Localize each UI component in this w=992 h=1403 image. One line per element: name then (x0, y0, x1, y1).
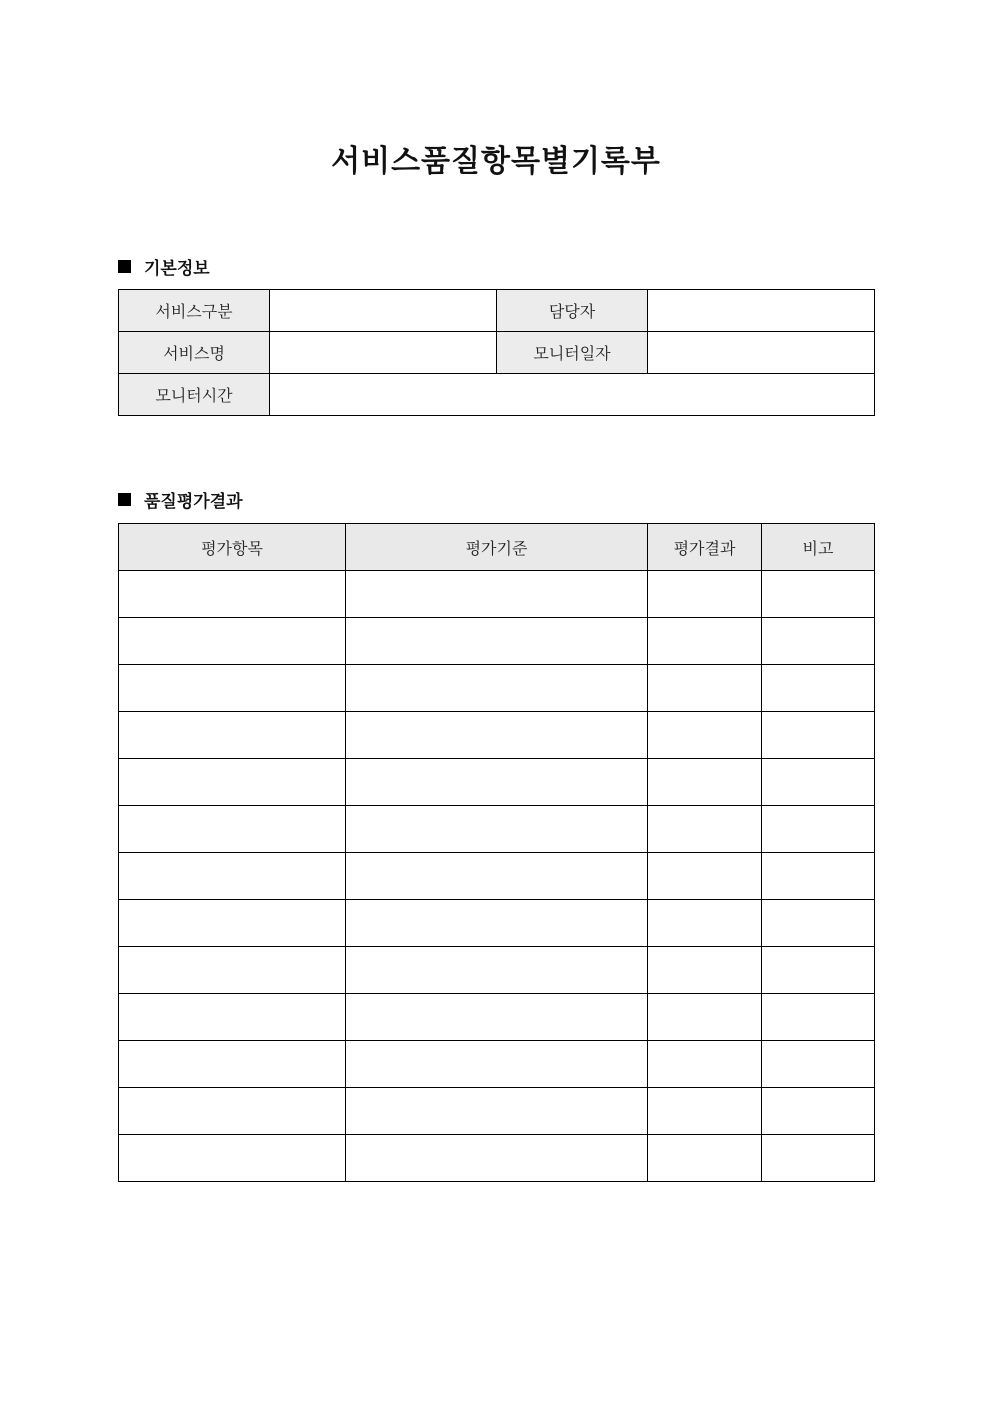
table-row (119, 374, 875, 416)
column-header-remarks: 비고 (762, 524, 875, 571)
table-row (119, 759, 875, 806)
cell-remarks[interactable] (762, 853, 875, 900)
label-manager: 담당자 (497, 290, 648, 332)
table-row (119, 1135, 875, 1182)
cell-eval-result[interactable] (648, 1135, 762, 1182)
field-manager[interactable] (648, 290, 875, 332)
cell-eval-item[interactable] (119, 571, 346, 618)
basic-info-table (118, 289, 875, 416)
cell-eval-result[interactable] (648, 947, 762, 994)
cell-eval-item[interactable] (119, 853, 346, 900)
cell-remarks[interactable] (762, 947, 875, 994)
cell-remarks[interactable] (762, 1041, 875, 1088)
cell-eval-item[interactable] (119, 712, 346, 759)
table-row (119, 947, 875, 994)
table-row (119, 853, 875, 900)
label-service-category: 서비스구분 (119, 290, 270, 332)
label-monitor-date: 모니터일자 (497, 332, 648, 374)
cell-eval-result[interactable] (648, 994, 762, 1041)
cell-remarks[interactable] (762, 1135, 875, 1182)
table-row (119, 618, 875, 665)
field-service-name[interactable] (270, 332, 497, 374)
table-header-row (119, 524, 875, 571)
section-title: 기본정보 (144, 259, 210, 279)
cell-eval-result[interactable] (648, 665, 762, 712)
cell-eval-result[interactable] (648, 853, 762, 900)
cell-eval-criteria[interactable] (346, 571, 648, 618)
cell-eval-result[interactable] (648, 1041, 762, 1088)
cell-eval-criteria[interactable] (346, 806, 648, 853)
field-service-category[interactable] (270, 290, 497, 332)
table-row (119, 1041, 875, 1088)
cell-eval-result[interactable] (648, 712, 762, 759)
field-monitor-time[interactable] (270, 374, 875, 416)
cell-eval-item[interactable] (119, 947, 346, 994)
table-row (119, 332, 875, 374)
cell-eval-item[interactable] (119, 806, 346, 853)
cell-remarks[interactable] (762, 1088, 875, 1135)
cell-remarks[interactable] (762, 994, 875, 1041)
cell-remarks[interactable] (762, 900, 875, 947)
table-row (119, 571, 875, 618)
column-header-eval-item: 평가항목 (119, 524, 346, 571)
cell-eval-item[interactable] (119, 900, 346, 947)
cell-eval-criteria[interactable] (346, 665, 648, 712)
cell-eval-criteria[interactable] (346, 759, 648, 806)
cell-eval-result[interactable] (648, 759, 762, 806)
cell-eval-result[interactable] (648, 1088, 762, 1135)
cell-eval-criteria[interactable] (346, 618, 648, 665)
cell-eval-item[interactable] (119, 994, 346, 1041)
cell-eval-criteria[interactable] (346, 1135, 648, 1182)
section-basic-info-heading (118, 254, 210, 279)
cell-eval-criteria[interactable] (346, 712, 648, 759)
label-service-name: 서비스명 (119, 332, 270, 374)
table-row (119, 994, 875, 1041)
table-row (119, 712, 875, 759)
cell-remarks[interactable] (762, 618, 875, 665)
cell-remarks[interactable] (762, 759, 875, 806)
label-monitor-time: 모니터시간 (119, 374, 270, 416)
table-row (119, 1088, 875, 1135)
table-row (119, 900, 875, 947)
cell-eval-item[interactable] (119, 665, 346, 712)
cell-eval-item[interactable] (119, 618, 346, 665)
cell-eval-result[interactable] (648, 806, 762, 853)
column-header-eval-result: 평가결과 (648, 524, 762, 571)
section-quality-eval-heading (118, 487, 243, 512)
cell-eval-result[interactable] (648, 571, 762, 618)
cell-eval-criteria[interactable] (346, 947, 648, 994)
cell-remarks[interactable] (762, 712, 875, 759)
cell-remarks[interactable] (762, 665, 875, 712)
field-monitor-date[interactable] (648, 332, 875, 374)
cell-eval-item[interactable] (119, 759, 346, 806)
square-bullet-icon (118, 493, 131, 506)
cell-eval-result[interactable] (648, 618, 762, 665)
cell-eval-item[interactable] (119, 1088, 346, 1135)
cell-eval-criteria[interactable] (346, 1041, 648, 1088)
cell-eval-item[interactable] (119, 1041, 346, 1088)
table-row (119, 665, 875, 712)
cell-remarks[interactable] (762, 806, 875, 853)
square-bullet-icon (118, 260, 131, 273)
cell-eval-criteria[interactable] (346, 1088, 648, 1135)
cell-eval-criteria[interactable] (346, 994, 648, 1041)
document-title: 서비스품질항목별기록부 (331, 144, 661, 179)
cell-remarks[interactable] (762, 571, 875, 618)
cell-eval-criteria[interactable] (346, 853, 648, 900)
table-row (119, 290, 875, 332)
cell-eval-item[interactable] (119, 1135, 346, 1182)
cell-eval-criteria[interactable] (346, 900, 648, 947)
table-row (119, 806, 875, 853)
quality-eval-table (118, 523, 875, 1182)
column-header-eval-criteria: 평가기준 (346, 524, 648, 571)
section-title: 품질평가결과 (144, 492, 243, 512)
cell-eval-result[interactable] (648, 900, 762, 947)
